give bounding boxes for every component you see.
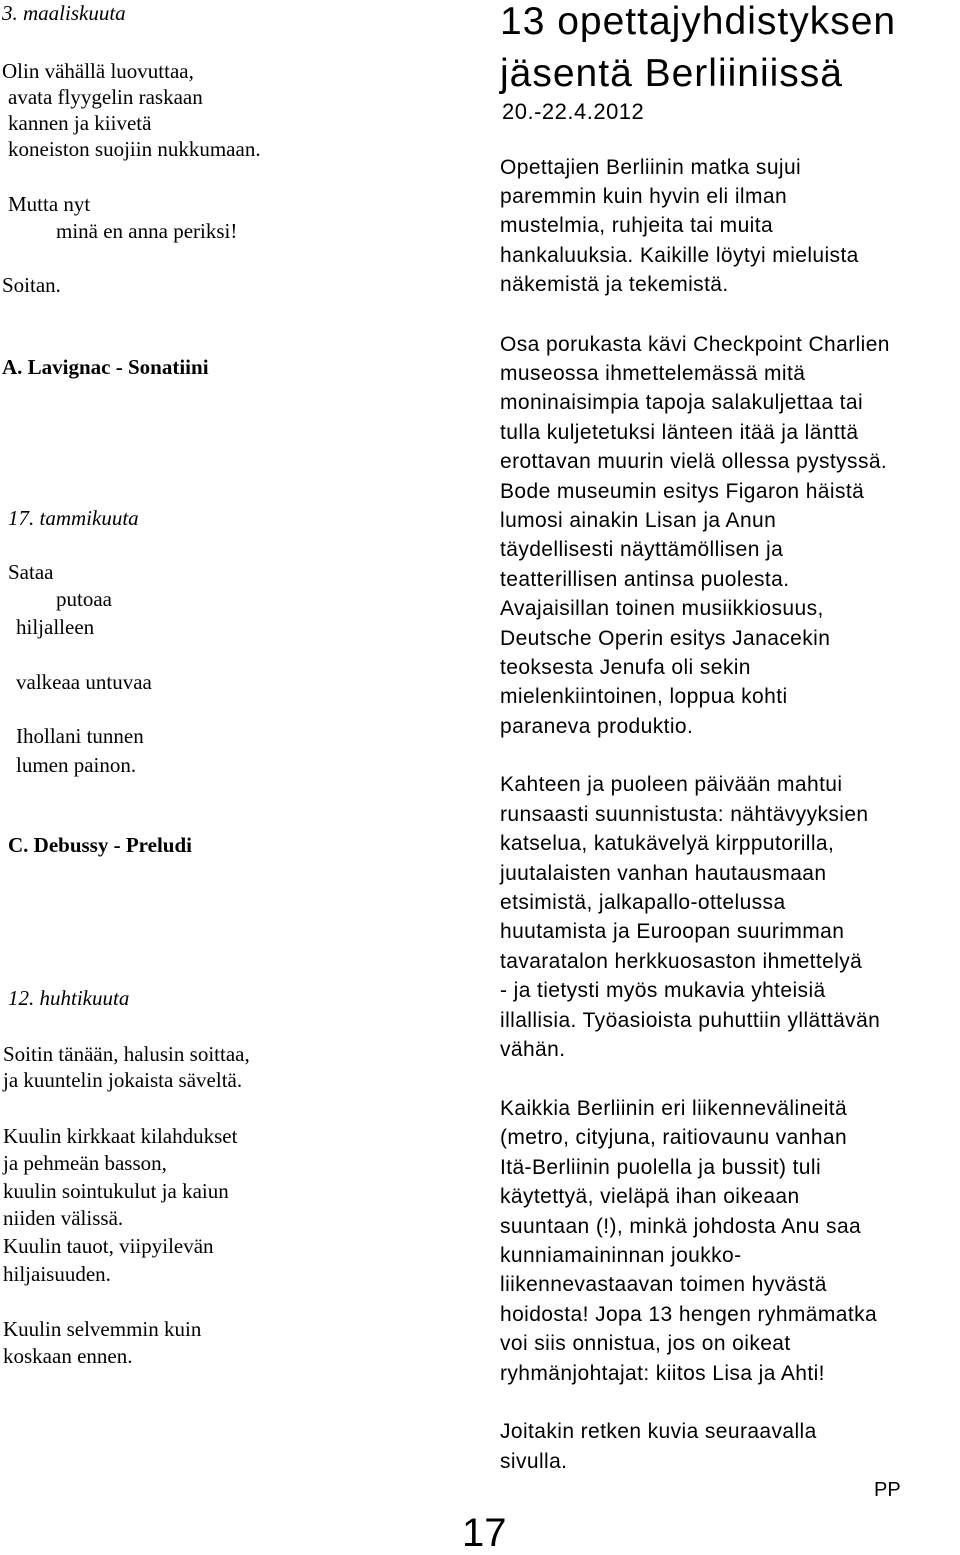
poem-line: ja pehmeän basson,: [3, 1151, 167, 1175]
paragraph-line: tavaratalon herkkuosaston ihmettelyä: [500, 950, 863, 973]
poem-line: putoaa: [56, 587, 112, 611]
poem-line: Olin vähällä luovuttaa,: [2, 59, 194, 83]
paragraph-line: mustelmia, ruhjeita tai muita: [500, 214, 774, 237]
paragraph-line: kunniamaininnan joukko-: [500, 1244, 742, 1267]
poem-line: minä en anna periksi!: [56, 219, 238, 243]
paragraph-line: näkemistä ja tekemistä.: [500, 273, 729, 296]
composer-piece: C. Debussy - Preludi: [8, 833, 192, 857]
article-title-line: jäsentä Berliiniissä: [500, 52, 843, 95]
poem-line: kuulin sointukulut ja kaiun: [3, 1179, 229, 1203]
paragraph-line: - ja tietysti myös mukavia yhteisiä: [500, 979, 826, 1002]
poem-line: avata flyygelin raskaan: [8, 85, 203, 109]
paragraph-line: täydellisesti näyttämöllisen ja: [500, 538, 784, 561]
paragraph-line: museossa ihmettelemässä mitä: [500, 362, 806, 385]
paragraph-line: käytettyä, vieläpä ihan oikeaan: [500, 1185, 800, 1208]
poem-line: kannen ja kiivetä: [8, 111, 152, 135]
paragraph-line: Itä-Berliinin puolella ja bussit) tuli: [500, 1156, 822, 1179]
paragraph-line: Osa porukasta kävi Checkpoint Charlien: [500, 333, 890, 356]
paragraph-line: illallisia. Työasioista puhuttiin yllättävän: [500, 1009, 881, 1032]
paragraph-line: runsaasti suunnistusta: nähtävyyksien: [500, 803, 869, 826]
paragraph-line: vähän.: [500, 1038, 566, 1061]
paragraph-line: teatterillisen antinsa puolesta.: [500, 568, 790, 591]
poem-line: Sataa: [8, 560, 54, 584]
poem-line: koskaan ennen.: [3, 1344, 133, 1368]
poem-line: Kuulin selvemmin kuin: [3, 1317, 202, 1341]
paragraph-line: tulla kuljetetuksi länteen itää ja länttä: [500, 421, 859, 444]
entry-date: 12. huhtikuuta: [8, 986, 130, 1010]
paragraph-line: sivulla.: [500, 1450, 568, 1473]
paragraph-line: Deutsche Operin esitys Janacekin: [500, 627, 831, 650]
poem-line: ja kuuntelin jokaista säveltä.: [3, 1068, 243, 1092]
paragraph-line: Opettajien Berliinin matka sujui: [500, 156, 802, 179]
paragraph-line: mielenkiintoinen, loppua kohti: [500, 685, 788, 708]
author-signature: PP: [874, 1479, 901, 1501]
paragraph-line: Bode museumin esitys Figaron häistä: [500, 480, 865, 503]
paragraph-line: etsimistä, jalkapallo-ottelussa: [500, 891, 786, 914]
entry-date: 3. maaliskuuta: [2, 1, 126, 25]
paragraph-line: liikennevastaavan toimen hyvästä: [500, 1273, 827, 1296]
poem-line: niiden välissä.: [3, 1206, 124, 1230]
poem-line: valkeaa untuvaa: [16, 670, 152, 694]
paragraph-line: hankaluuksia. Kaikille löytyi mieluista: [500, 244, 859, 267]
entry-date: 17. tammikuuta: [8, 506, 139, 530]
paragraph-line: juutalaisten vanhan hautausmaan: [500, 862, 827, 885]
poem-line: Kuulin tauot, viipyilevän: [3, 1234, 214, 1258]
paragraph-line: katselua, katukävelyä kirpputorilla,: [500, 832, 835, 855]
poem-line: Ihollani tunnen: [16, 724, 144, 748]
paragraph-line: lumosi ainakin Lisan ja Anun: [500, 509, 777, 532]
paragraph-line: Kaikkia Berliinin eri liikennevälineitä: [500, 1097, 848, 1120]
article-date: 20.-22.4.2012: [502, 99, 645, 124]
article-title-line: 13 opettajyhdistyksen: [500, 0, 897, 43]
paragraph-line: paremmin kuin hyvin eli ilman: [500, 185, 788, 208]
paragraph-line: suuntaan (!), minkä johdosta Anu saa: [500, 1215, 862, 1238]
poem-line: lumen painon.: [16, 753, 137, 777]
paragraph-line: paraneva produktio.: [500, 715, 694, 738]
paragraph-line: moninaisimpia tapoja salakuljettaa tai: [500, 391, 864, 414]
paragraph-line: Kahteen ja puoleen päivään mahtui: [500, 773, 843, 796]
paragraph-line: ryhmänjohtajat: kiitos Lisa ja Ahti!: [500, 1362, 825, 1385]
paragraph-line: voi siis onnistua, jos on oikeat: [500, 1332, 791, 1355]
poem-line: Soitan.: [2, 273, 61, 297]
poem-line: Mutta nyt: [8, 192, 91, 216]
paragraph-line: erottavan muurin vielä ollessa pystyssä.: [500, 450, 888, 473]
paragraph-line: hoidosta! Jopa 13 hengen ryhmämatka: [500, 1303, 878, 1326]
paragraph-line: huutamista ja Euroopan suurimman: [500, 920, 845, 943]
poem-line: Soitin tänään, halusin soittaa,: [3, 1042, 250, 1066]
page-number: 17: [462, 1511, 507, 1555]
poem-line: hiljalleen: [16, 615, 95, 639]
paragraph-line: Joitakin retken kuvia seuraavalla: [500, 1420, 817, 1443]
poem-line: koneiston suojiin nukkumaan.: [8, 137, 261, 161]
paragraph-line: Avajaisillan toinen musiikkiosuus,: [500, 597, 824, 620]
paragraph-line: (metro, cityjuna, raitiovaunu vanhan: [500, 1126, 848, 1149]
poem-line: Kuulin kirkkaat kilahdukset: [3, 1124, 238, 1148]
composer-piece: A. Lavignac - Sonatiini: [2, 355, 209, 379]
poem-line: hiljaisuuden.: [3, 1262, 111, 1286]
paragraph-line: teoksesta Jenufa oli sekin: [500, 656, 751, 679]
